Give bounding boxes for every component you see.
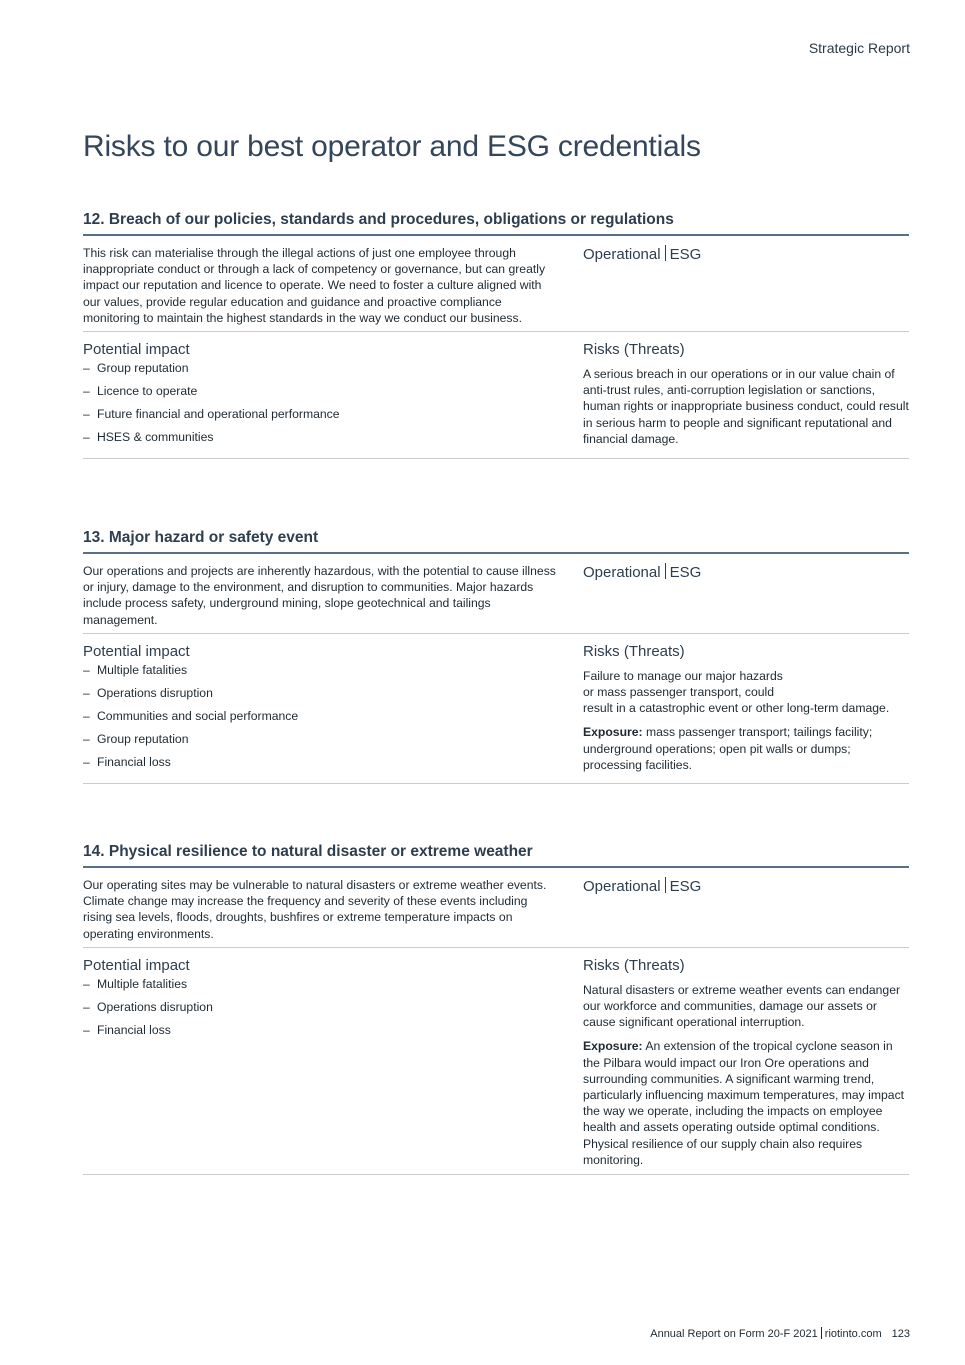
list-item: – Communities and social performance xyxy=(83,708,299,723)
impact-heading: Potential impact xyxy=(83,642,190,660)
impact-heading: Potential impact xyxy=(83,956,190,974)
footer-divider xyxy=(821,1327,822,1339)
risk-description: Our operations and projects are inherently hazardous, with the potential to cause illness or injury, damage to the environment, and disruption to communities. Major hazards include process safety, underground mining, slope geotechnical and tailings management. xyxy=(83,564,556,627)
list-item: – HSES & communities xyxy=(83,430,214,445)
risk-description: Our operating sites may be vulnerable to natural disasters or extreme weather events. Climate change may increase the frequency and severity of these events including rising sea levels, floods, droughts, bushfires or extreme temperature impacts on operating environments. xyxy=(83,878,547,941)
category-esg: ESG xyxy=(669,878,702,895)
impact-heading: Potential impact xyxy=(83,341,190,359)
impact-list xyxy=(83,360,558,458)
threats-heading: Risks (Threats) xyxy=(583,956,685,974)
page-footer xyxy=(650,1327,910,1340)
category-divider xyxy=(665,877,666,893)
page-title: Risks to our best operator and ESG credentials xyxy=(83,130,701,163)
category-operational: Operational xyxy=(583,878,661,895)
risk-overview-row xyxy=(83,868,909,948)
risk-section-13 xyxy=(83,529,909,784)
exposure-text: Exposure: An extension of the tropical cyclone season in the Pilbara would impact our Iron Ore operations and surrounding communities. A significant warming trend, particularly influencing maximum temperatures, may impact the way we operate, including the impacts on employee health and assets operating outside optimal conditions. Physical resilience of our supply chain also requires monitoring. xyxy=(583,1039,905,1167)
exposure-text: Exposure: mass passenger transport; tailings facility; underground operations; open pit walls or dumps; processing facilities. xyxy=(583,725,873,772)
threat-text: Failure to manage our major hazards or mass passenger transport, could result in a catastrophic event or other long-term damage. xyxy=(583,668,890,716)
exposure-label: Exposure: xyxy=(583,725,643,740)
section-label: Strategic Report xyxy=(808,40,910,56)
impact-list xyxy=(83,662,558,783)
risk-title: 13. Major hazard or safety event xyxy=(83,529,909,554)
risk-overview-row xyxy=(83,236,909,332)
risk-section-14 xyxy=(83,843,909,1175)
risk-title: 12. Breach of our policies, standards and procedures, obligations or regulations xyxy=(83,211,909,236)
category-esg: ESG xyxy=(669,564,702,581)
page-number: 123 xyxy=(891,1328,910,1340)
category-divider xyxy=(665,563,666,579)
list-item: – Licence to operate xyxy=(83,384,198,399)
list-item: – Group reputation xyxy=(83,361,189,376)
risk-section-12 xyxy=(83,211,909,459)
risk-detail-row xyxy=(83,634,909,784)
category-operational: Operational xyxy=(583,564,661,581)
list-item: – Financial loss xyxy=(83,754,171,769)
threats-heading: Risks (Threats) xyxy=(583,642,685,660)
footer-report-name: Annual Report on Form 20-F 2021 xyxy=(650,1328,818,1340)
risk-category xyxy=(583,236,909,263)
list-item: – Multiple fatalities xyxy=(83,976,188,991)
risk-title: 14. Physical resilience to natural disaster or extreme weather xyxy=(83,843,909,868)
risk-detail-row xyxy=(83,948,909,1175)
list-item: – Operations disruption xyxy=(83,685,213,700)
exposure-label: Exposure: xyxy=(583,1039,643,1054)
list-item: – Financial loss xyxy=(83,1022,171,1037)
threat-text: A serious breach in our operations or in our value chain of anti-trust rules, anti-corruption legislation or sanctions, human rights or inappropriate business conduct, could result in serious harm to people and significant reputational and financial damage. xyxy=(583,367,909,446)
category-divider xyxy=(665,245,666,261)
list-item: – Group reputation xyxy=(83,731,189,746)
footer-website[interactable]: riotinto.com xyxy=(824,1328,882,1340)
list-item: – Multiple fatalities xyxy=(83,662,188,677)
category-operational: Operational xyxy=(583,246,661,263)
risk-detail-row xyxy=(83,332,909,459)
threats-heading: Risks (Threats) xyxy=(583,341,685,359)
category-esg: ESG xyxy=(669,246,702,263)
list-item: – Operations disruption xyxy=(83,999,213,1014)
risk-description: This risk can materialise through the illegal actions of just one employee through inappropriate conduct or through a lack of competency or governance, but can greatly impact our reputation and licence to operate. We need to foster a culture aligned with our values, provide regular education and guidance and proactive compliance monitoring to maintain the highest standards in the way we conduct our business. xyxy=(83,246,546,325)
threat-text: Natural disasters or extreme weather events can endanger our workforce and communities, damage our assets or cause significant operational interruption. xyxy=(583,982,901,1030)
list-item: – Future financial and operational performance xyxy=(83,407,340,422)
risk-category xyxy=(583,868,909,895)
risk-category xyxy=(583,554,909,581)
impact-list xyxy=(83,976,558,1051)
risk-overview-row xyxy=(83,554,909,634)
